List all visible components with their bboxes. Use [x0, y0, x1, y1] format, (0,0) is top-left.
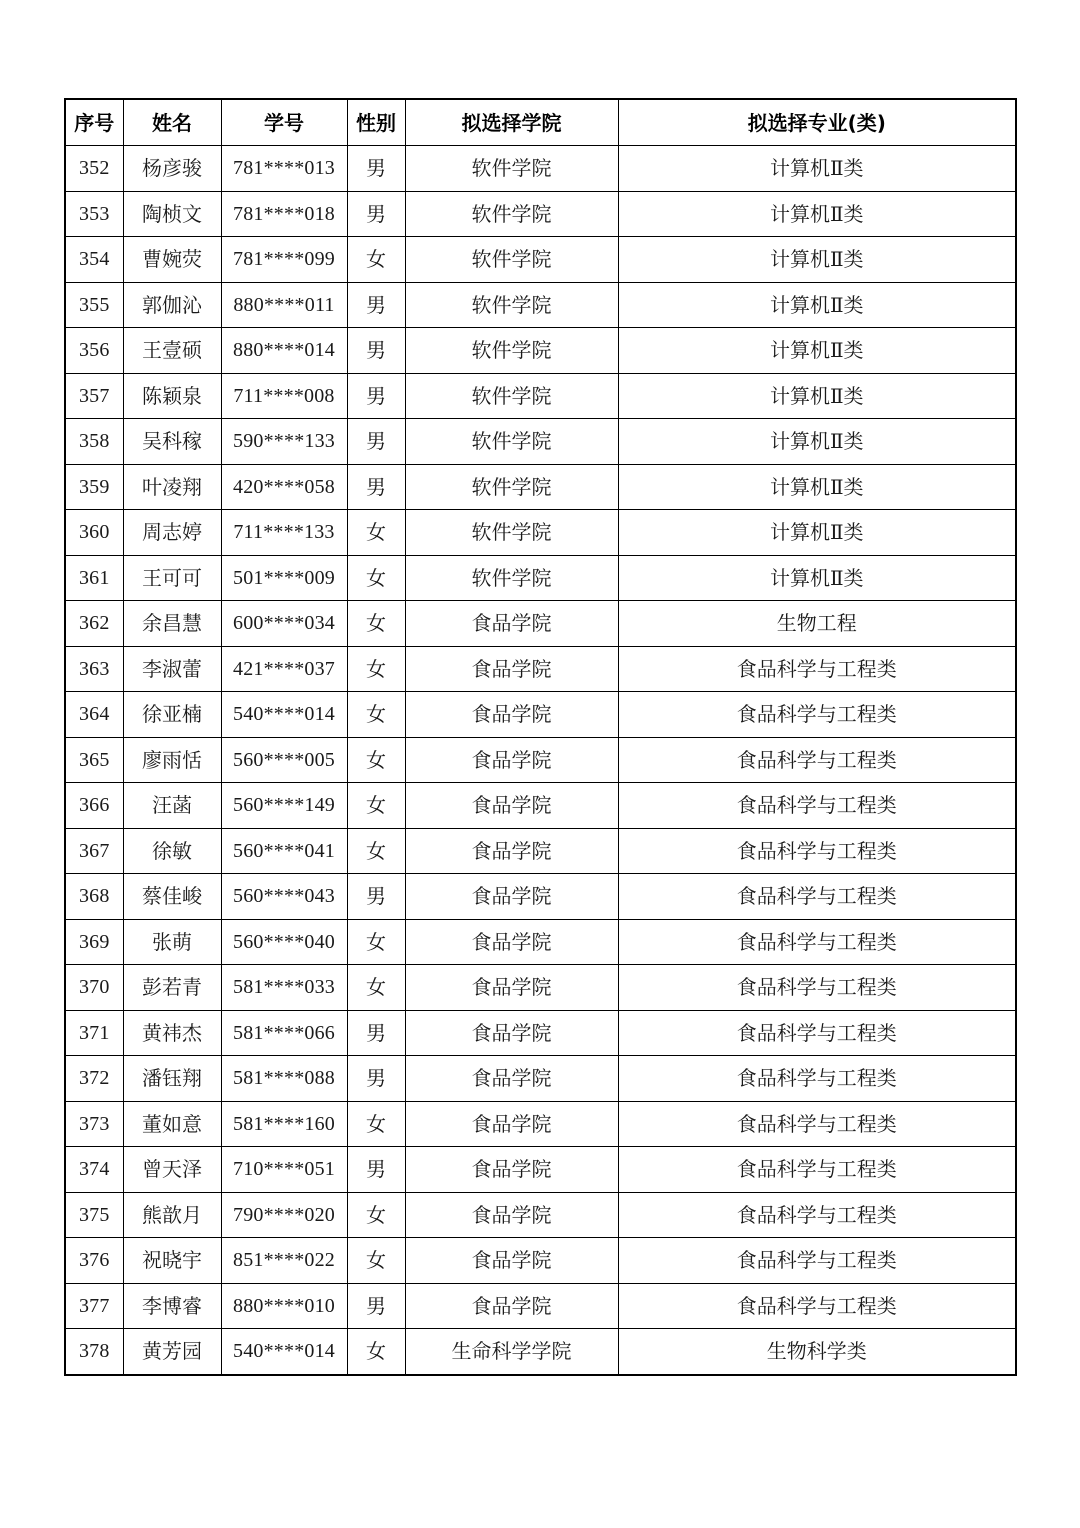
cell-seq: 378 [65, 1329, 123, 1375]
cell-seq: 361 [65, 555, 123, 601]
cell-seq: 362 [65, 601, 123, 647]
cell-student-id: 540****014 [221, 1329, 347, 1375]
cell-student-id: 880****010 [221, 1283, 347, 1329]
table-row [65, 737, 1016, 783]
table-row [65, 1056, 1016, 1102]
cell-name: 熊歆月 [123, 1192, 221, 1238]
cell-major: 食品科学与工程类 [618, 1147, 1016, 1193]
cell-name: 黄芳园 [123, 1329, 221, 1375]
cell-gender: 男 [347, 1010, 405, 1056]
cell-gender: 男 [347, 1147, 405, 1193]
cell-seq: 369 [65, 919, 123, 965]
cell-student-id: 560****005 [221, 737, 347, 783]
cell-seq: 355 [65, 282, 123, 328]
cell-major: 计算机Ⅱ类 [618, 237, 1016, 283]
student-roster-table [64, 98, 1017, 1376]
table-row [65, 1238, 1016, 1284]
cell-seq: 354 [65, 237, 123, 283]
cell-college: 食品学院 [405, 601, 618, 647]
cell-college: 食品学院 [405, 1101, 618, 1147]
cell-major: 食品科学与工程类 [618, 1010, 1016, 1056]
table-header [65, 99, 1016, 146]
table-row [65, 282, 1016, 328]
cell-major: 食品科学与工程类 [618, 1192, 1016, 1238]
cell-college: 食品学院 [405, 646, 618, 692]
cell-seq: 364 [65, 692, 123, 738]
header-major: 拟选择专业(类) [618, 99, 1016, 146]
table-row [65, 191, 1016, 237]
cell-student-id: 710****051 [221, 1147, 347, 1193]
header-college: 拟选择学院 [405, 99, 618, 146]
cell-gender: 女 [347, 1192, 405, 1238]
cell-college: 软件学院 [405, 373, 618, 419]
cell-college: 食品学院 [405, 1056, 618, 1102]
cell-college: 食品学院 [405, 1147, 618, 1193]
cell-name: 叶凌翔 [123, 464, 221, 510]
cell-seq: 363 [65, 646, 123, 692]
cell-major: 计算机Ⅱ类 [618, 419, 1016, 465]
cell-gender: 女 [347, 646, 405, 692]
cell-name: 徐亚楠 [123, 692, 221, 738]
cell-seq: 371 [65, 1010, 123, 1056]
cell-gender: 女 [347, 919, 405, 965]
cell-student-id: 880****014 [221, 328, 347, 374]
cell-gender: 女 [347, 1329, 405, 1375]
cell-major: 食品科学与工程类 [618, 874, 1016, 920]
table-row [65, 692, 1016, 738]
cell-major: 食品科学与工程类 [618, 692, 1016, 738]
cell-seq: 368 [65, 874, 123, 920]
cell-college: 软件学院 [405, 464, 618, 510]
cell-student-id: 581****066 [221, 1010, 347, 1056]
cell-college: 食品学院 [405, 783, 618, 829]
cell-college: 软件学院 [405, 237, 618, 283]
cell-name: 李淑蕾 [123, 646, 221, 692]
cell-gender: 男 [347, 874, 405, 920]
cell-gender: 男 [347, 1056, 405, 1102]
table-row [65, 1101, 1016, 1147]
cell-student-id: 790****020 [221, 1192, 347, 1238]
table-body [65, 146, 1016, 1375]
cell-gender: 女 [347, 1101, 405, 1147]
cell-gender: 女 [347, 692, 405, 738]
cell-major: 生物科学类 [618, 1329, 1016, 1375]
cell-student-id: 880****011 [221, 282, 347, 328]
cell-gender: 男 [347, 1283, 405, 1329]
cell-name: 彭若青 [123, 965, 221, 1011]
cell-gender: 女 [347, 965, 405, 1011]
cell-name: 周志婷 [123, 510, 221, 556]
cell-college: 食品学院 [405, 1238, 618, 1284]
cell-major: 计算机Ⅱ类 [618, 282, 1016, 328]
cell-name: 蔡佳峻 [123, 874, 221, 920]
cell-major: 计算机Ⅱ类 [618, 555, 1016, 601]
table-row [65, 874, 1016, 920]
cell-name: 徐敏 [123, 828, 221, 874]
table-row [65, 1010, 1016, 1056]
cell-name: 陈颖泉 [123, 373, 221, 419]
table-row [65, 419, 1016, 465]
cell-seq: 373 [65, 1101, 123, 1147]
cell-name: 陶桢文 [123, 191, 221, 237]
cell-major: 食品科学与工程类 [618, 1101, 1016, 1147]
table-row [65, 328, 1016, 374]
cell-gender: 女 [347, 737, 405, 783]
cell-gender: 女 [347, 237, 405, 283]
cell-student-id: 560****043 [221, 874, 347, 920]
cell-major: 食品科学与工程类 [618, 783, 1016, 829]
cell-college: 食品学院 [405, 737, 618, 783]
header-name: 姓名 [123, 99, 221, 146]
cell-gender: 男 [347, 282, 405, 328]
cell-seq: 372 [65, 1056, 123, 1102]
cell-seq: 375 [65, 1192, 123, 1238]
cell-student-id: 581****160 [221, 1101, 347, 1147]
cell-student-id: 781****018 [221, 191, 347, 237]
cell-seq: 357 [65, 373, 123, 419]
cell-major: 生物工程 [618, 601, 1016, 647]
cell-seq: 374 [65, 1147, 123, 1193]
cell-seq: 366 [65, 783, 123, 829]
cell-student-id: 851****022 [221, 1238, 347, 1284]
header-row [65, 99, 1016, 146]
cell-student-id: 540****014 [221, 692, 347, 738]
header-student-id: 学号 [221, 99, 347, 146]
cell-college: 食品学院 [405, 1283, 618, 1329]
table-row [65, 919, 1016, 965]
cell-college: 食品学院 [405, 1010, 618, 1056]
table-row [65, 646, 1016, 692]
cell-college: 食品学院 [405, 1192, 618, 1238]
cell-major: 食品科学与工程类 [618, 1056, 1016, 1102]
cell-college: 食品学院 [405, 828, 618, 874]
cell-student-id: 781****099 [221, 237, 347, 283]
cell-major: 食品科学与工程类 [618, 919, 1016, 965]
table-row [65, 237, 1016, 283]
cell-name: 王壹硕 [123, 328, 221, 374]
header-seq: 序号 [65, 99, 123, 146]
table-row [65, 965, 1016, 1011]
cell-seq: 376 [65, 1238, 123, 1284]
cell-seq: 360 [65, 510, 123, 556]
cell-name: 董如意 [123, 1101, 221, 1147]
cell-gender: 男 [347, 419, 405, 465]
table-row [65, 828, 1016, 874]
cell-major: 计算机Ⅱ类 [618, 146, 1016, 192]
cell-gender: 女 [347, 510, 405, 556]
cell-seq: 353 [65, 191, 123, 237]
cell-seq: 358 [65, 419, 123, 465]
cell-seq: 356 [65, 328, 123, 374]
cell-name: 张萌 [123, 919, 221, 965]
cell-gender: 男 [347, 146, 405, 192]
cell-seq: 365 [65, 737, 123, 783]
cell-college: 软件学院 [405, 146, 618, 192]
cell-major: 食品科学与工程类 [618, 828, 1016, 874]
table-row [65, 464, 1016, 510]
cell-major: 食品科学与工程类 [618, 646, 1016, 692]
cell-name: 祝晓宇 [123, 1238, 221, 1284]
cell-student-id: 781****013 [221, 146, 347, 192]
cell-student-id: 581****088 [221, 1056, 347, 1102]
cell-student-id: 421****037 [221, 646, 347, 692]
table-row [65, 601, 1016, 647]
cell-name: 廖雨恬 [123, 737, 221, 783]
table-row [65, 373, 1016, 419]
table-row [65, 783, 1016, 829]
cell-student-id: 581****033 [221, 965, 347, 1011]
cell-college: 食品学院 [405, 692, 618, 738]
table-row [65, 555, 1016, 601]
cell-name: 潘钰翔 [123, 1056, 221, 1102]
cell-name: 吴科稼 [123, 419, 221, 465]
cell-gender: 女 [347, 783, 405, 829]
cell-name: 郭伽沁 [123, 282, 221, 328]
table-row [65, 510, 1016, 556]
cell-student-id: 560****149 [221, 783, 347, 829]
cell-major: 计算机Ⅱ类 [618, 464, 1016, 510]
cell-name: 王可可 [123, 555, 221, 601]
cell-student-id: 711****008 [221, 373, 347, 419]
cell-gender: 男 [347, 464, 405, 510]
cell-major: 计算机Ⅱ类 [618, 328, 1016, 374]
cell-gender: 男 [347, 328, 405, 374]
cell-name: 黄祎杰 [123, 1010, 221, 1056]
cell-gender: 男 [347, 373, 405, 419]
cell-gender: 女 [347, 555, 405, 601]
cell-seq: 367 [65, 828, 123, 874]
cell-name: 余昌慧 [123, 601, 221, 647]
cell-student-id: 560****041 [221, 828, 347, 874]
cell-student-id: 420****058 [221, 464, 347, 510]
cell-gender: 女 [347, 601, 405, 647]
cell-major: 食品科学与工程类 [618, 1238, 1016, 1284]
cell-student-id: 711****133 [221, 510, 347, 556]
cell-college: 软件学院 [405, 191, 618, 237]
cell-seq: 377 [65, 1283, 123, 1329]
cell-major: 计算机Ⅱ类 [618, 510, 1016, 556]
cell-college: 食品学院 [405, 874, 618, 920]
cell-major: 计算机Ⅱ类 [618, 373, 1016, 419]
cell-college: 食品学院 [405, 919, 618, 965]
cell-college: 软件学院 [405, 419, 618, 465]
table-row [65, 1192, 1016, 1238]
table-row [65, 1147, 1016, 1193]
cell-seq: 352 [65, 146, 123, 192]
header-gender: 性别 [347, 99, 405, 146]
table-row [65, 1329, 1016, 1375]
cell-college: 软件学院 [405, 555, 618, 601]
cell-name: 杨彦骏 [123, 146, 221, 192]
table-row [65, 146, 1016, 192]
cell-major: 食品科学与工程类 [618, 1283, 1016, 1329]
cell-major: 计算机Ⅱ类 [618, 191, 1016, 237]
cell-college: 软件学院 [405, 328, 618, 374]
cell-college: 生命科学学院 [405, 1329, 618, 1375]
cell-seq: 359 [65, 464, 123, 510]
cell-college: 软件学院 [405, 282, 618, 328]
cell-student-id: 590****133 [221, 419, 347, 465]
table-row [65, 1283, 1016, 1329]
cell-college: 软件学院 [405, 510, 618, 556]
cell-major: 食品科学与工程类 [618, 737, 1016, 783]
cell-name: 汪菡 [123, 783, 221, 829]
cell-seq: 370 [65, 965, 123, 1011]
cell-gender: 女 [347, 828, 405, 874]
cell-major: 食品科学与工程类 [618, 965, 1016, 1011]
cell-gender: 男 [347, 191, 405, 237]
cell-name: 曾天泽 [123, 1147, 221, 1193]
cell-name: 李博睿 [123, 1283, 221, 1329]
cell-student-id: 501****009 [221, 555, 347, 601]
cell-student-id: 560****040 [221, 919, 347, 965]
cell-gender: 女 [347, 1238, 405, 1284]
cell-student-id: 600****034 [221, 601, 347, 647]
cell-name: 曹婉荧 [123, 237, 221, 283]
cell-college: 食品学院 [405, 965, 618, 1011]
